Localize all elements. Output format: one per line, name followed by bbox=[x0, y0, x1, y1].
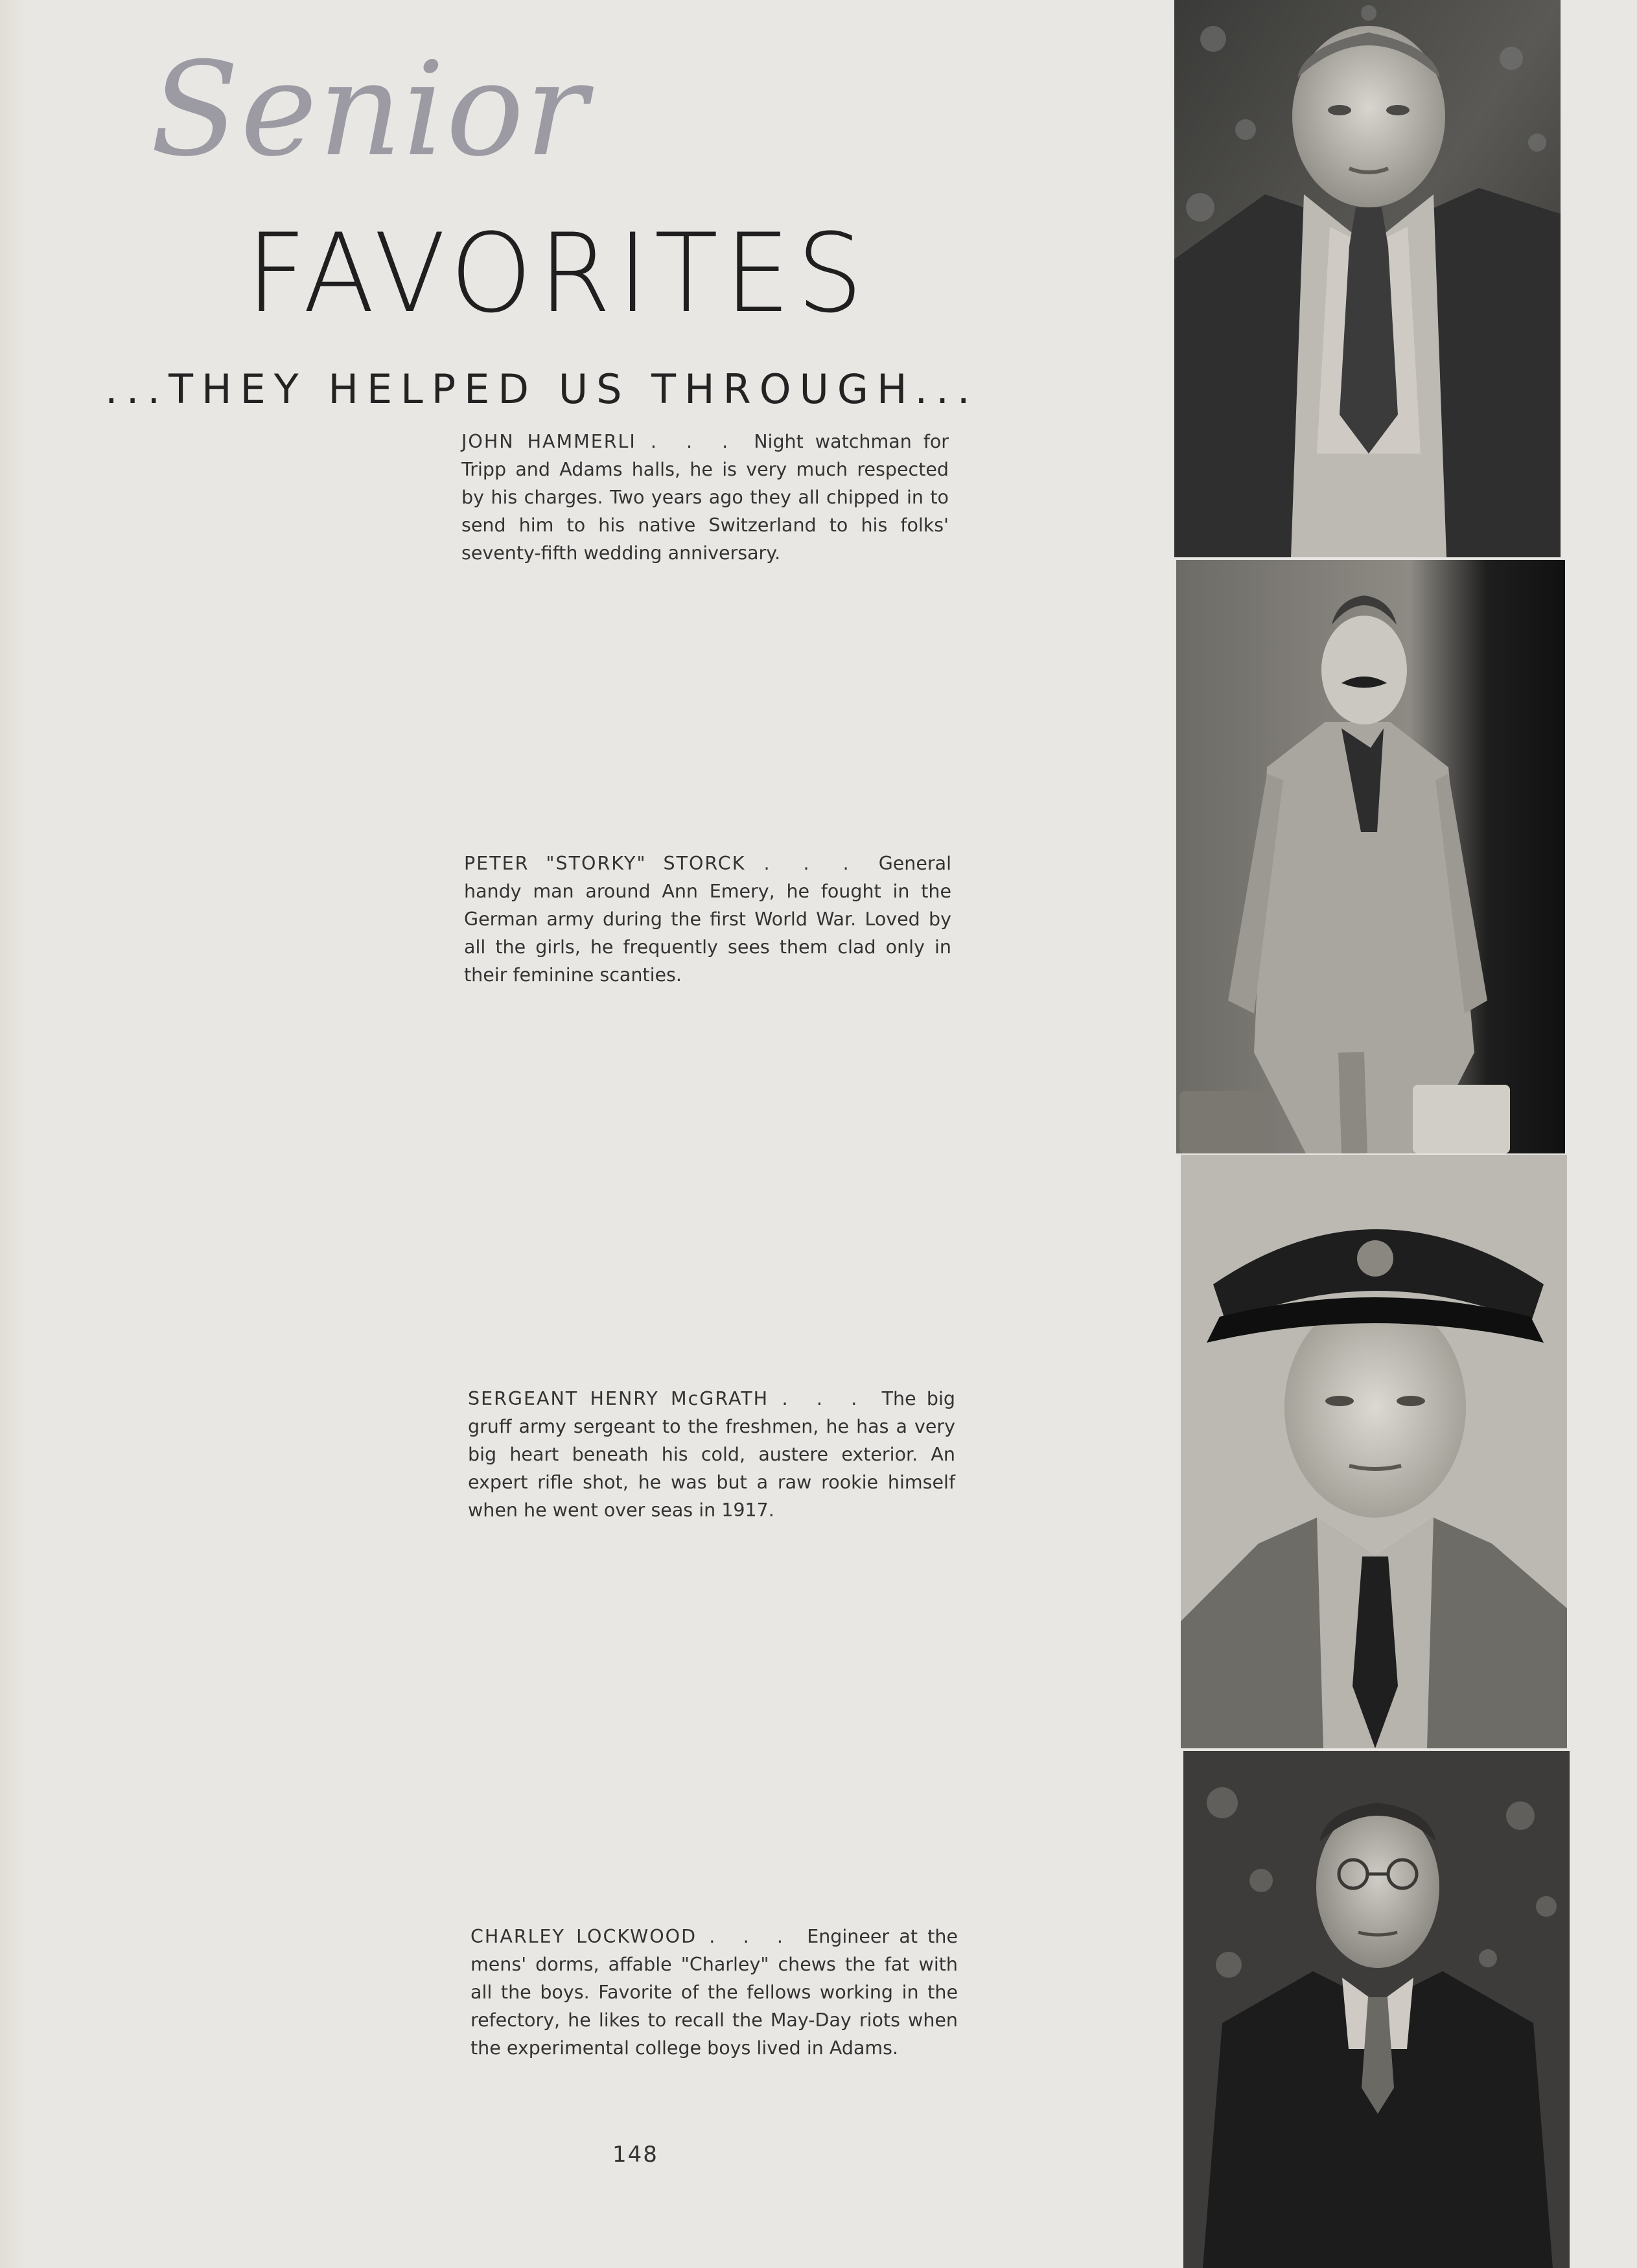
entry-peter-storck bbox=[464, 850, 951, 989]
photo-peter-storck bbox=[1176, 560, 1565, 1153]
entry-dots: . . . bbox=[763, 853, 858, 874]
photo-henry-mcgrath bbox=[1181, 1155, 1567, 1748]
portrait-photo-icon bbox=[1183, 1751, 1570, 2268]
portrait-photo-icon bbox=[1176, 560, 1565, 1153]
page-number: 148 bbox=[612, 2142, 658, 2168]
entry-dots: . . . bbox=[782, 1388, 866, 1409]
entry-henry-mcgrath bbox=[468, 1385, 955, 1524]
page-title: FAVORITES bbox=[246, 210, 870, 337]
portrait-photo-icon bbox=[1181, 1155, 1567, 1748]
entry-name: SERGEANT HENRY McGRATH bbox=[468, 1388, 769, 1409]
entry-dots: . . . bbox=[709, 1926, 792, 1947]
entry-text: The big gruff army sergeant to the freshmen, he has a very big heart beneath his cold, austere exterior. An expert rifle shot, he was but a raw rookie himself when he went over seas in 1917. bbox=[468, 1388, 956, 1521]
entry-text: General handy man around Ann Emery, he fought in the German army during the first World War. Loved by all the girls, he frequently sees them clad only in their feminine scanties. bbox=[464, 853, 952, 986]
script-title: Senior bbox=[150, 34, 589, 185]
photo-john-hammerli bbox=[1174, 0, 1561, 557]
entry-name: PETER "STORKY" STORCK bbox=[464, 853, 746, 874]
page-subtitle: ...THEY HELPED US THROUGH... bbox=[105, 365, 979, 413]
entry-john-hammerli bbox=[461, 428, 949, 567]
page-edge bbox=[0, 0, 26, 2268]
entry-name: CHARLEY LOCKWOOD bbox=[470, 1926, 697, 1947]
entry-text: Engineer at the mens' dorms, affable "Charley" chews the fat with all the boys. Favorite of the fellows working in the refectory, he likes to recall the May-Day riots when the experimental college boys lived in Adams. bbox=[470, 1926, 958, 2059]
photo-charley-lockwood bbox=[1183, 1751, 1570, 2268]
entry-name: JOHN HAMMERLI bbox=[461, 431, 636, 452]
entry-dots: . . . bbox=[650, 431, 737, 452]
entry-charley-lockwood bbox=[470, 1923, 958, 2062]
portrait-photo-icon bbox=[1174, 0, 1561, 557]
entry-text: Night watchman for Tripp and Adams halls, he is very much respected by his charges. Two years ago they all chipped in to send him to his native Switzerland to his folks' seventy-fifth wedding anniversary. bbox=[461, 431, 949, 564]
